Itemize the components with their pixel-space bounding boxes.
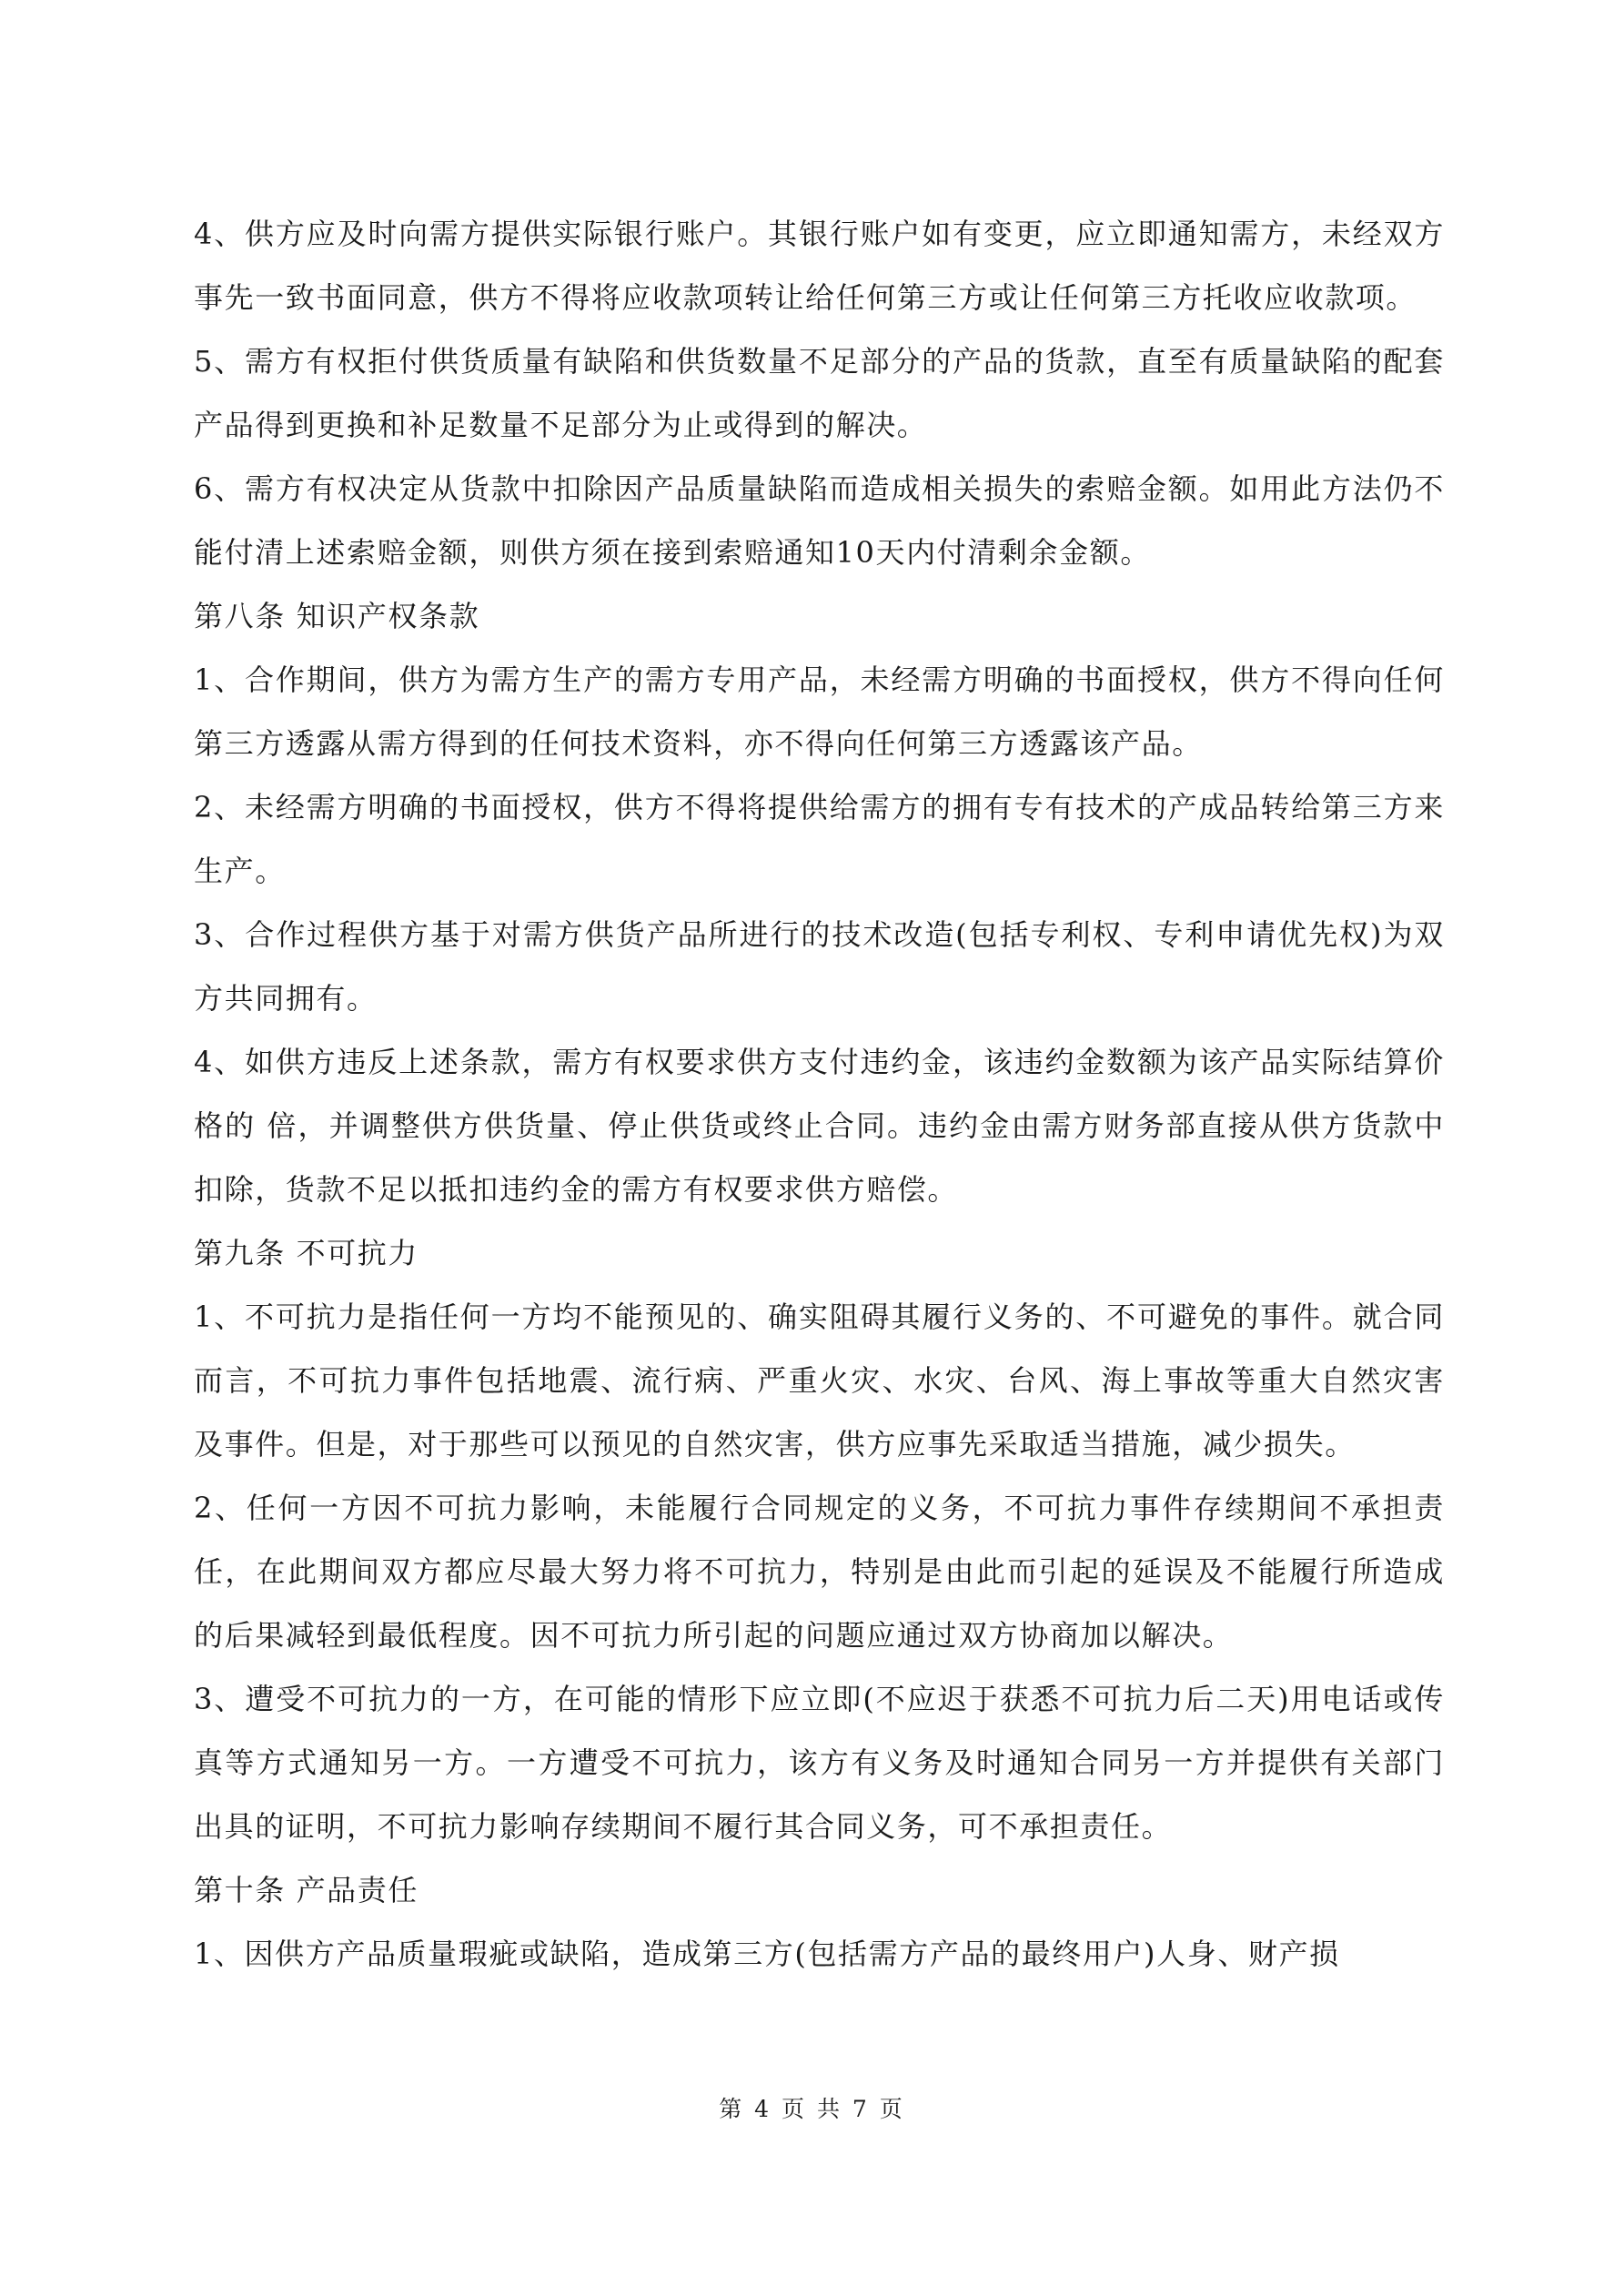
clause-9-item-2: 2、任何一方因不可抗力影响，未能履行合同规定的义务，不可抗力事件存续期间不承担责任，在此期间双方都应尽最大努力将不可抗力，特别是由此而引起的延误及不能履行所造成的后果减轻到最低程度。因不可抗力所引起的问题应通过双方协商加以解决。: [194, 1491, 1445, 1653]
clause-9-item-1: 1、不可抗力是指任何一方均不能预见的、确实阻碍其履行义务的、不可避免的事件。就合同而言，不可抗力事件包括地震、流行病、严重火灾、水灾、台风、海上事故等重大自然灾害及事件。但是，对于那些可以预见的自然灾害，供方应事先采取适当措施，减少损失。: [194, 1300, 1445, 1462]
page-number-footer: 第 4 页 共 7 页: [719, 2096, 905, 2122]
clause-9-item-3: 3、遭受不可抗力的一方，在可能的情形下应立即(不应迟于获悉不可抗力后二天)用电话或传真等方式通知另一方。一方遭受不可抗力，该方有义务及时通知合同另一方并提供有关部门出具的证明，不可抗力影响存续期间不履行其合同义务，可不承担责任。: [194, 1682, 1445, 1844]
clause-10-heading: 第十条 产品责任: [194, 1873, 419, 1907]
clause-7-item-6: 6、需方有权决定从货款中扣除因产品质量缺陷而造成相关损失的索赔金额。如用此方法仍不能付清上述索赔金额，则供方须在接到索赔通知10天内付清剩余金额。: [194, 471, 1445, 570]
clause-7-item-5: 5、需方有权拒付供货质量有缺陷和供货数量不足部分的产品的货款，直至有质量缺陷的配套产品得到更换和补足数量不足部分为止或得到的解决。: [194, 344, 1445, 442]
clause-8-heading: 第八条 知识产权条款: [194, 599, 480, 633]
clause-7-item-4: 4、供方应及时向需方提供实际银行账户。其银行账户如有变更，应立即通知需方，未经双方事先一致书面同意，供方不得将应收款项转让给任何第三方或让任何第三方托收应收款项。: [194, 217, 1445, 315]
clause-8-item-4: 4、如供方违反上述条款，需方有权要求供方支付违约金，该违约金数额为该产品实际结算价格的 倍，并调整供方供货量、停止供货或终止合同。违约金由需方财务部直接从供方货款中扣除，货款不足以抵扣违约金的需方有权要求供方赔偿。: [194, 1045, 1445, 1207]
clause-9-heading: 第九条 不可抗力: [194, 1236, 419, 1270]
clause-8-item-1: 1、合作期间，供方为需方生产的需方专用产品，未经需方明确的书面授权，供方不得向任何第三方透露从需方得到的任何技术资料，亦不得向任何第三方透露该产品。: [194, 663, 1445, 761]
clause-10-item-1: 1、因供方产品质量瑕疵或缺陷，造成第三方(包括需方产品的最终用户)人身、财产损: [194, 1937, 1340, 1971]
clause-8-item-2: 2、未经需方明确的书面授权，供方不得将提供给需方的拥有专有技术的产成品转给第三方来生产。: [194, 790, 1445, 888]
clause-8-item-3: 3、合作过程供方基于对需方供货产品所进行的技术改造(包括专利权、专利申请优先权)为双方共同拥有。: [194, 917, 1445, 1016]
document-body: [194, 202, 1445, 1986]
